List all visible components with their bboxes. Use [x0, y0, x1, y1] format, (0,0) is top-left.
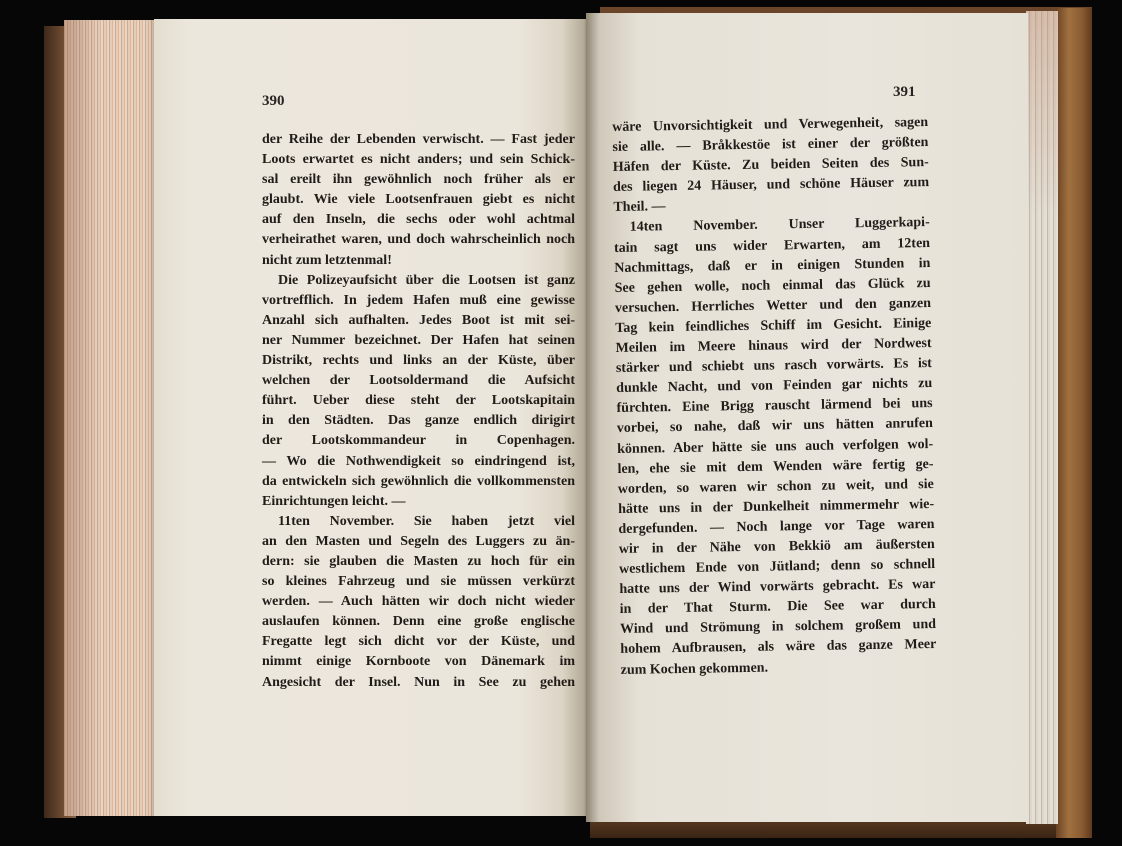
page-edges-right: [1026, 11, 1058, 824]
text-line: dergefunden. — Noch lange vor Tage waren: [618, 516, 935, 537]
text-line: verheirathet waren, und doch wahrscheinlich noch: [262, 232, 575, 248]
text-line: hohem Aufbrausen, als wäre das ganze Meer: [620, 637, 937, 658]
text-line: Theil. —: [613, 199, 666, 216]
text-line: versuchen. Herrliches Wetter und den ganzen: [614, 295, 932, 316]
left-page-text: [262, 130, 575, 693]
page-number: 391: [893, 84, 916, 100]
text-line: dunkle Nacht, und von Feinden gar nichts zu: [616, 376, 933, 397]
text-line: hätte uns in der Dunkelheit nimmermehr wie-: [618, 496, 935, 517]
page-number: 390: [262, 93, 285, 109]
text-line: vorbei, so nahe, daß wir uns hätten anrufen: [616, 416, 933, 437]
text-line: da entwickeln sich gewöhnlich die vollkommensten: [262, 473, 575, 489]
text-line: an den Masten und Segeln des Luggers zu än-: [262, 533, 575, 549]
text-line: Loots erwartet es nicht anders; und sein Schick-: [262, 152, 575, 168]
text-line: der Lootskommandeur in Copenhagen.: [262, 433, 575, 449]
text-line: in den Städten. Das ganze endlich dirigirt: [262, 413, 575, 429]
text-line: vortrefflich. In jedem Hafen muß eine gewisse: [262, 292, 575, 308]
text-line: nimmt einige Kornboote von Dänemark im: [262, 654, 575, 670]
text-line: welchen der Lootsoldermand die Aufsicht: [262, 373, 575, 389]
text-line: führt. Ueber diese steht der Lootskapitain: [262, 393, 575, 409]
text-line: See gehen wolle, noch einmal das Glück zu: [614, 275, 931, 296]
text-line: werden. — Auch hätten wir doch nicht wieder: [262, 594, 575, 610]
page-edges-left: [64, 20, 156, 816]
text-line: stärker und schiebt uns rasch vorwärts. Es ist: [615, 356, 933, 377]
text-line: 14ten November. Unser Luggerkapi-: [629, 215, 930, 236]
text-line: ner Nummer bezeichnet. Der Hafen hat seinen: [262, 332, 575, 348]
text-line: — Wo die Nothwendigkeit so eindringend ist,: [262, 453, 575, 469]
text-line: Fregatte legt sich dicht vor der Küste, und: [262, 634, 575, 650]
text-line: hatte uns der Wind vorwärts gebracht. Es war: [619, 577, 936, 598]
text-line: zum Kochen gekommen.: [620, 660, 769, 678]
text-line: wir in der Nähe von Bekkiö am äußersten: [618, 536, 935, 557]
text-line: Meilen im Meere hinaus wird der Nordwest: [615, 336, 932, 357]
text-line: in der That Sturm. Die See war durch: [619, 597, 936, 618]
text-line: sal ereilt ihn gewöhnlich noch früher als er: [262, 172, 575, 188]
text-line: westlichem Ende von Jütland; denn so schnell: [618, 557, 936, 578]
right-page-text: [612, 113, 937, 681]
text-line: sie alle. — Bråkkestöe ist einer der größten: [612, 135, 929, 156]
text-line: worden, so waren wir schon zu weit, und sie: [617, 476, 934, 497]
text-line: Distrikt, rechts und links an der Küste, über: [262, 353, 575, 369]
text-line: glaubt. Wie viele Lootsenfrauen giebt es nicht: [262, 192, 575, 208]
text-line: so kleines Fahrzeug und sie müssen verkürzt: [262, 574, 575, 590]
text-line: Wind und Strömung in solchem großem und: [619, 617, 937, 638]
text-line: Anzahl sich aufhalten. Jedes Boot ist mit sei-: [262, 312, 575, 328]
text-line: Die Polizeyaufsicht über die Lootsen ist ganz: [278, 272, 575, 288]
book-cover-right: [1056, 8, 1092, 838]
text-line: des liegen 24 Häuser, und schöne Häuser zum: [612, 175, 930, 196]
text-line: fürchten. Eine Brigg rauscht lärmend bei uns: [616, 396, 933, 417]
text-line: len, ehe sie mit dem Wenden wäre fertig ge-: [617, 456, 934, 477]
text-line: auslaufen können. Denn eine große englische: [262, 614, 575, 630]
text-line: dern: sie glauben die Masten zu hoch für ein: [262, 553, 575, 569]
text-line: Häfen der Küste. Zu beiden Seiten des Sun-: [612, 155, 929, 176]
text-line: auf den Inseln, die sechs oder wohl achtmal: [262, 212, 575, 228]
text-line: 11ten November. Sie haben jetzt viel: [278, 513, 575, 529]
text-line: können. Aber hätte sie uns auch verfolgen wol-: [617, 436, 934, 457]
text-line: wäre Unvorsichtigkeit und Verwegenheit, sagen: [612, 115, 929, 135]
text-line: Tag kein feindliches Schiff im Gesicht. Einige: [615, 315, 932, 336]
text-line: der Reihe der Lebenden verwischt. — Fast jeder: [262, 132, 575, 147]
text-line: nicht zum letztenmal!: [262, 252, 392, 268]
text-line: Angesicht der Insel. Nun in See zu gehen: [262, 674, 575, 690]
text-line: tain sagt uns wider Erwarten, am 12ten: [613, 235, 931, 256]
text-line: Einrichtungen leicht. —: [262, 493, 406, 509]
text-line: Nachmittags, daß er in einigen Stunden in: [614, 255, 931, 276]
